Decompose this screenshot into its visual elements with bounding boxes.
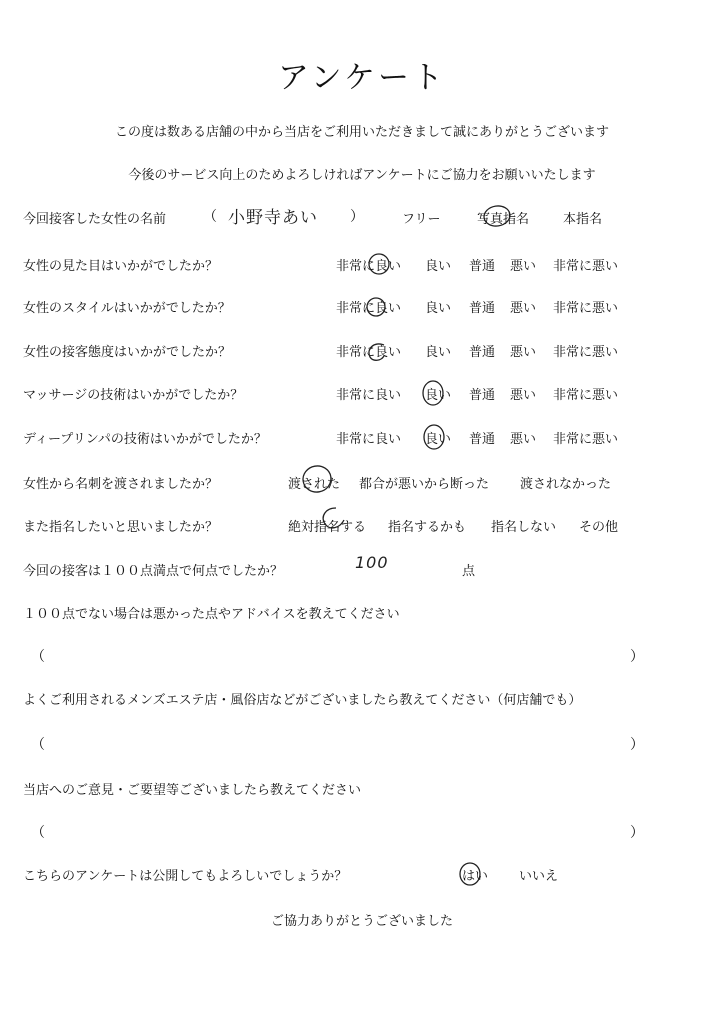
option-bad[interactable]: 悪い	[510, 301, 537, 316]
option-average[interactable]: 普通	[469, 301, 496, 316]
option-bad[interactable]: 悪い	[510, 345, 537, 360]
rating-question-label: ディープリンパの技術はいかがでしたか？	[23, 432, 267, 447]
option-no-publish[interactable]: いいえ	[519, 869, 559, 884]
free-answer-2-open: （	[31, 737, 45, 753]
handwritten-name[interactable]: 小野寺あい	[228, 208, 318, 228]
free-answer-1-open: （	[31, 649, 45, 665]
option-average[interactable]: 普通	[469, 345, 496, 360]
publish-question-label: こちらのアンケートは公開してもよろしいでしょうか？	[23, 869, 348, 884]
option-maybe[interactable]: 指名するかも	[388, 520, 467, 535]
rating-question-label: 女性の接客態度はいかがでしたか？	[23, 345, 232, 360]
option-photo-designation[interactable]: 写真指名	[477, 212, 530, 227]
free-question-1-label: １００点でない場合は悪かった点やアドバイスを教えてください	[23, 607, 400, 622]
survey-title: アンケート	[277, 60, 447, 96]
option-yes[interactable]: はい	[462, 869, 489, 884]
option-very-bad[interactable]: 非常に悪い	[553, 388, 619, 403]
name-open-paren: （	[203, 209, 217, 225]
free-answer-3-field[interactable]	[60, 822, 620, 840]
intro-line-1: この度は数ある店舗の中から当店をご利用いただきまして誠にありがとうございます	[114, 125, 609, 140]
option-good[interactable]: 良い	[425, 259, 452, 274]
rating-question-label: マッサージの技術はいかがでしたか？	[23, 388, 244, 403]
option-very-good[interactable]: 非常に良い	[336, 388, 402, 403]
intro-line-2: 今後のサービス向上のためよろしければアンケートにご協力をお願いいたします	[128, 168, 596, 183]
option-very-bad[interactable]: 非常に悪い	[553, 345, 619, 360]
free-question-2-label: よくご利用されるメンズエステ店・風俗店などがございましたら教えてください（何店舗でも）	[23, 693, 582, 708]
option-bad[interactable]: 悪い	[510, 259, 537, 274]
free-answer-2-close: ）	[630, 737, 644, 753]
option-other[interactable]: その他	[579, 520, 619, 535]
option-very-good[interactable]: 非常に良い	[336, 259, 402, 274]
score-question-label: 今回の接客は１００点満点で何点でしたか？	[23, 564, 284, 579]
option-declined[interactable]: 都合が悪いから断った	[359, 477, 490, 492]
repeat-question-label: また指名したいと思いましたか？	[23, 520, 219, 535]
name-question-label: 今回接客した女性の名前	[23, 212, 167, 227]
business-card-question-label: 女性から名刺を渡されましたか？	[23, 477, 219, 492]
option-main-designation[interactable]: 本指名	[563, 212, 603, 227]
option-good[interactable]: 良い	[425, 345, 452, 360]
option-very-good[interactable]: 非常に良い	[336, 432, 402, 447]
option-free[interactable]: フリー	[402, 212, 441, 227]
option-received[interactable]: 渡された	[288, 477, 341, 492]
handwritten-score[interactable]: 100	[355, 553, 389, 572]
free-answer-1-close: ）	[630, 649, 644, 665]
rating-question-label: 女性の見た目はいかがでしたか？	[23, 259, 219, 274]
free-answer-3-open: （	[31, 825, 45, 841]
option-average[interactable]: 普通	[469, 259, 496, 274]
option-good[interactable]: 良い	[425, 432, 452, 447]
option-not-received[interactable]: 渡されなかった	[520, 477, 612, 492]
free-answer-2-field[interactable]	[60, 734, 620, 752]
option-average[interactable]: 普通	[469, 388, 496, 403]
thanks-message: ご協力ありがとうございました	[270, 914, 453, 929]
option-very-bad[interactable]: 非常に悪い	[553, 432, 619, 447]
option-no[interactable]: 指名しない	[491, 520, 557, 535]
option-very-good[interactable]: 非常に良い	[336, 301, 402, 316]
option-good[interactable]: 良い	[425, 301, 452, 316]
option-good[interactable]: 良い	[425, 388, 452, 403]
name-close-paren: ）	[350, 209, 364, 225]
rating-question-label: 女性のスタイルはいかがでしたか？	[23, 301, 231, 316]
option-bad[interactable]: 悪い	[510, 388, 537, 403]
option-average[interactable]: 普通	[469, 432, 496, 447]
option-definitely[interactable]: 絶対指名する	[288, 520, 367, 535]
free-answer-1-field[interactable]	[60, 646, 620, 664]
option-bad[interactable]: 悪い	[510, 432, 537, 447]
free-answer-3-close: ）	[630, 825, 644, 841]
free-question-3-label: 当店へのご意見・ご要望等ございましたら教えてください	[23, 783, 362, 798]
option-very-bad[interactable]: 非常に悪い	[553, 259, 619, 274]
option-very-bad[interactable]: 非常に悪い	[553, 301, 619, 316]
score-unit: 点	[462, 564, 476, 579]
option-very-good[interactable]: 非常に良い	[336, 345, 402, 360]
